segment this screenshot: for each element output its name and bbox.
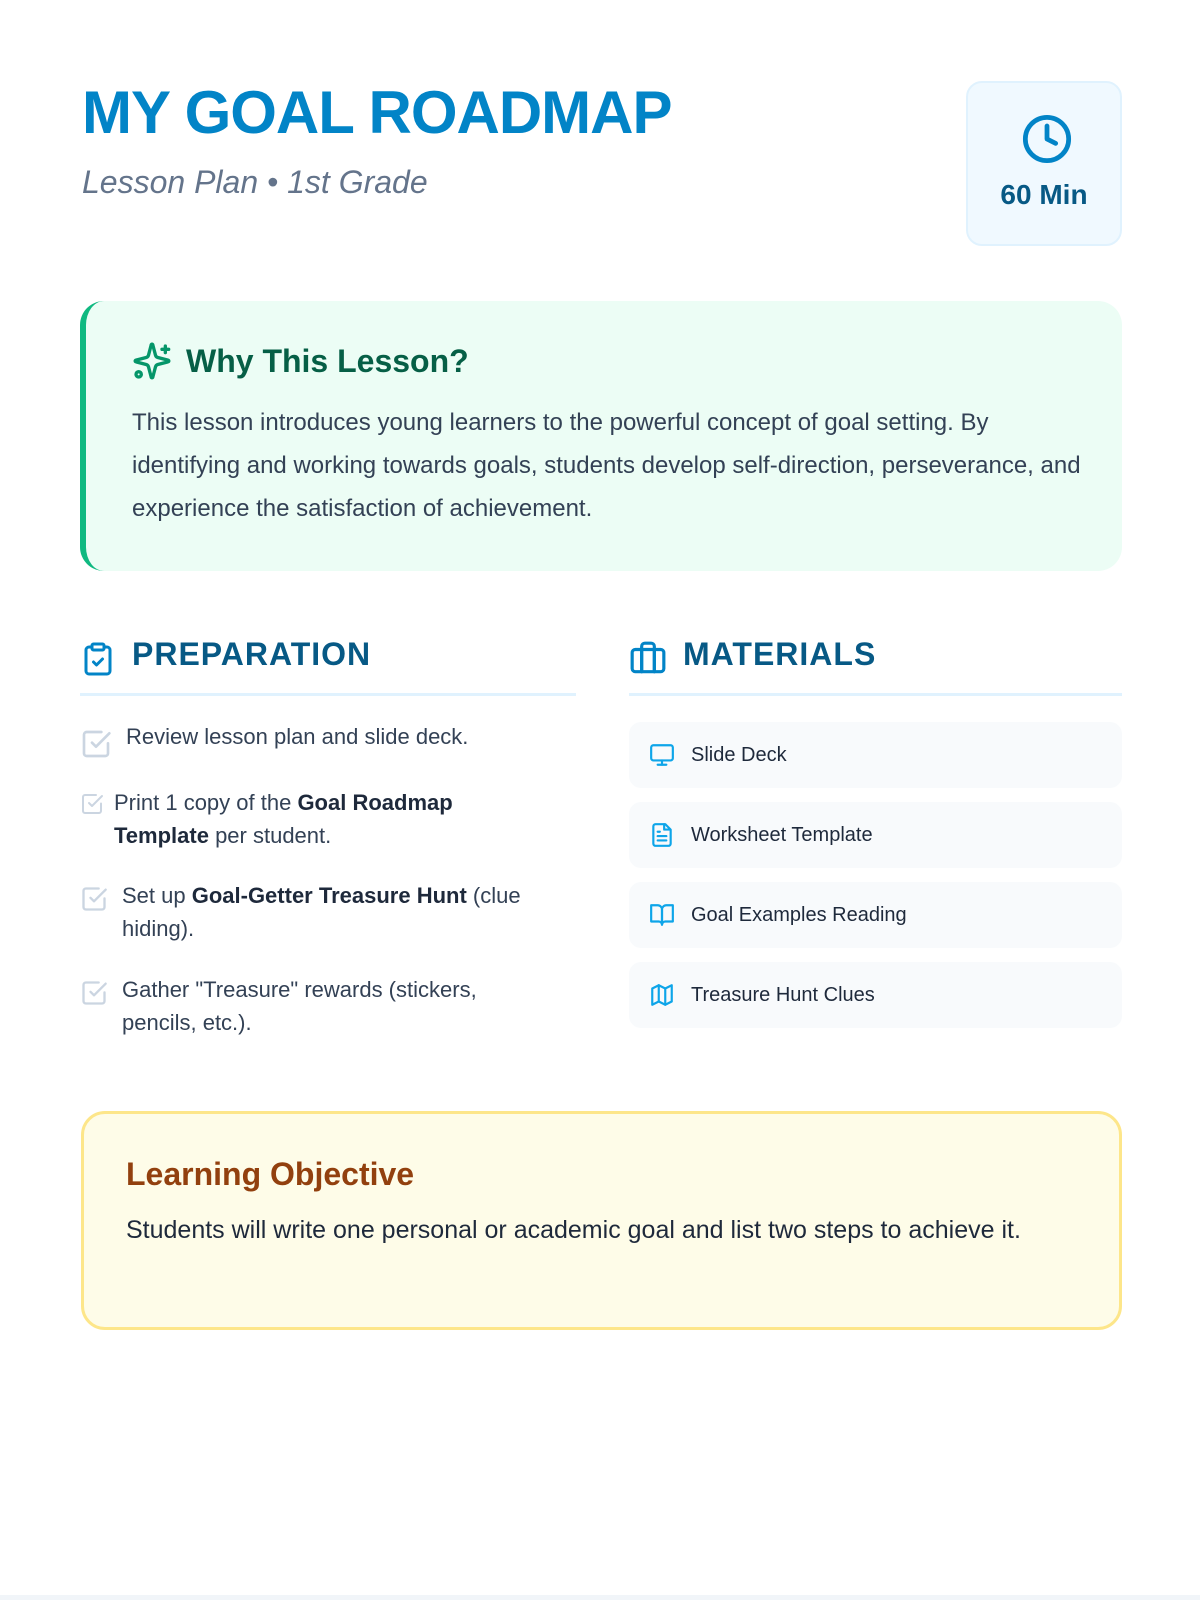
prep-item — [80, 786, 580, 852]
material-label: Slide Deck — [691, 743, 787, 766]
prep-item-text: Review lesson plan and slide deck. — [126, 724, 469, 749]
duration-badge — [966, 81, 1122, 246]
duration-text: 60 Min — [1000, 179, 1088, 210]
book-icon — [649, 902, 675, 928]
prep-item-text: Gather "Treasure" rewards (stickers, pencils, etc.). — [122, 977, 477, 1035]
materials-title: MATERIALS — [683, 636, 877, 672]
material-item-reading[interactable] — [629, 882, 1122, 948]
material-label: Treasure Hunt Clues — [691, 983, 875, 1006]
objective-title: Learning Objective — [126, 1156, 415, 1192]
why-lesson-card — [80, 301, 1122, 571]
checkbox-icon[interactable] — [80, 885, 108, 913]
learning-objective-card — [81, 1111, 1122, 1330]
page-subtitle: Lesson Plan • 1st Grade — [82, 164, 428, 200]
document-icon — [649, 822, 675, 848]
clock-icon — [1021, 113, 1073, 165]
materials-header — [629, 636, 1122, 696]
page-title: MY GOAL ROADMAP — [82, 79, 672, 146]
material-label: Goal Examples Reading — [691, 903, 907, 926]
material-item-slide-deck[interactable] — [629, 722, 1122, 788]
map-icon — [649, 982, 675, 1008]
objective-body: Students will write one personal or academic goal and list two steps to achieve it. — [126, 1216, 1021, 1244]
checkbox-icon[interactable] — [80, 979, 108, 1007]
monitor-icon — [649, 742, 675, 768]
page-bottom-divider — [0, 1595, 1200, 1600]
why-lesson-body: This lesson introduces young learners to the powerful concept of goal setting. By identifying and working towards goals, students develop self-direction, perseverance, and experience the satisfaction of achievement. — [132, 409, 1081, 522]
clipboard-check-icon — [80, 640, 116, 678]
prep-item — [80, 722, 580, 760]
briefcase-icon — [629, 640, 667, 678]
why-lesson-header — [132, 341, 469, 381]
checkbox-icon[interactable] — [80, 792, 104, 816]
checkbox-icon[interactable] — [80, 728, 112, 760]
prep-item-text: Set up Goal-Getter Treasure Hunt (clue hiding). — [122, 883, 521, 941]
sparkles-icon — [132, 341, 172, 381]
material-label: Worksheet Template — [691, 823, 873, 846]
preparation-header — [80, 636, 576, 696]
prep-item-text: Print 1 copy of the Goal Roadmap Template per student. — [114, 790, 453, 848]
preparation-title: PREPARATION — [132, 636, 372, 672]
why-lesson-title: Why This Lesson? — [186, 342, 469, 379]
material-item-worksheet[interactable] — [629, 802, 1122, 868]
material-item-treasure-clues[interactable] — [629, 962, 1122, 1028]
prep-item — [80, 973, 580, 1039]
prep-item — [80, 879, 580, 945]
